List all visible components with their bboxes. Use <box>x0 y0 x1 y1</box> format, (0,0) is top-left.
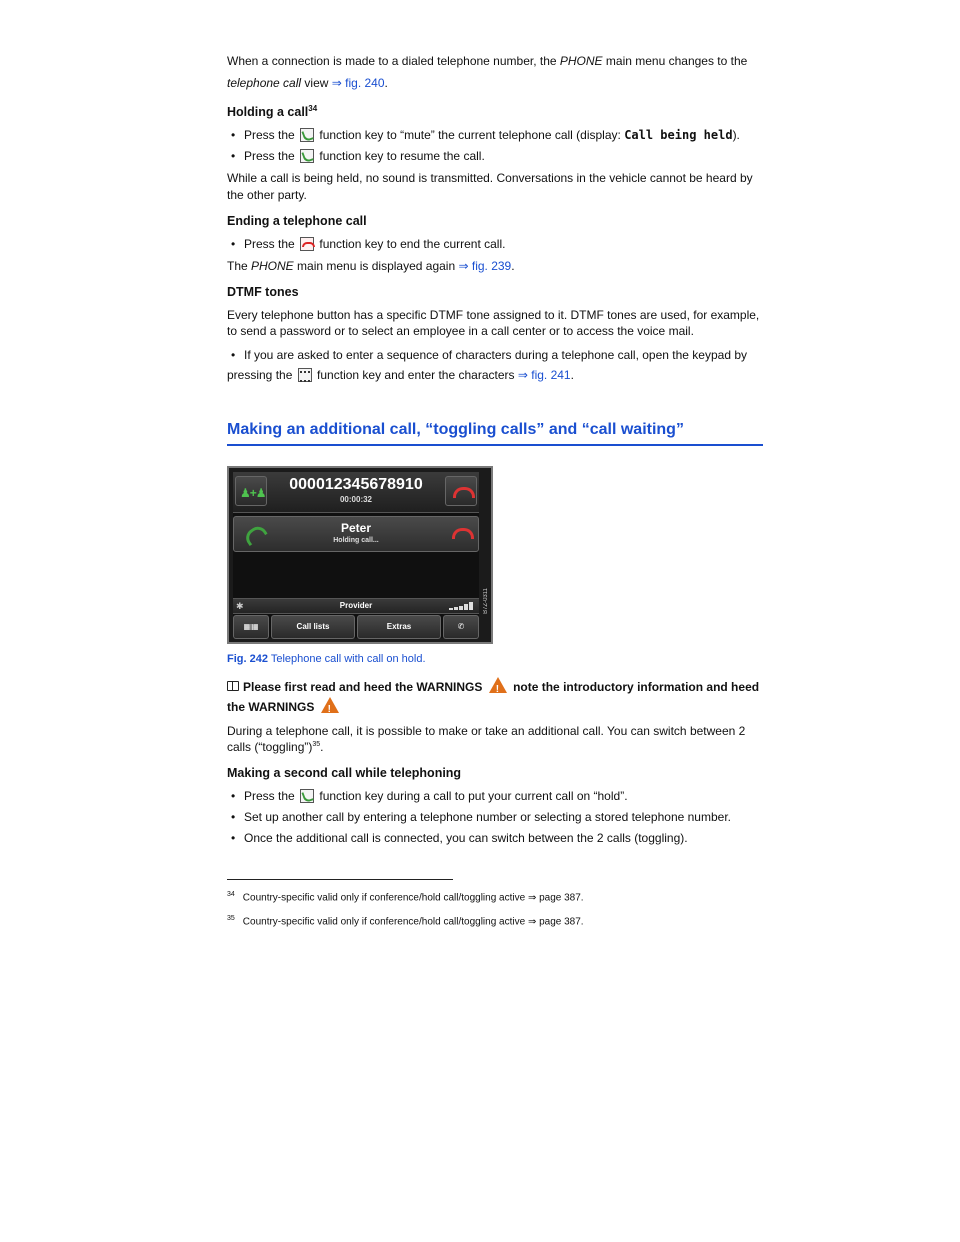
text: function key and enter the characters <box>313 368 518 383</box>
dtmf-heading: DTMF tones <box>227 285 299 300</box>
handset-icon: ✆ <box>457 621 465 631</box>
resume-call-button[interactable] <box>235 518 267 548</box>
footnote-ref-34[interactable]: 34 <box>308 104 318 113</box>
text: When a connection is made to a dialed telephone number, the <box>227 54 560 68</box>
text: function key to resume the call. <box>316 149 485 164</box>
hang-up-icon <box>453 487 475 498</box>
text: main menu is displayed again <box>293 258 459 273</box>
text: ). <box>732 128 740 143</box>
holding-list <box>227 127 763 164</box>
footnote-number: 34 <box>227 890 235 898</box>
holding-paragraph: While a call is being held, no sound is transmitted. Conversations in the vehicle cannot be heard by the other party. <box>227 171 753 202</box>
text: note the introductory information and heed <box>509 679 760 694</box>
bluetooth-icon: ✱ <box>236 600 244 611</box>
footnote-35 <box>227 914 763 929</box>
phone-screen <box>233 472 479 638</box>
text: The <box>227 258 252 273</box>
call-lists-button[interactable]: Call lists <box>271 615 355 639</box>
ending-paragraph <box>227 258 763 274</box>
held-call-status: Holding call... <box>333 536 379 544</box>
footnote-divider <box>227 879 453 880</box>
fig-241-link[interactable]: ⇒ fig. 241 <box>517 368 571 383</box>
keypad-button[interactable] <box>233 615 269 639</box>
text: During a telephone call, it is possible to make or take an additional call. You can switch between 2 calls (“toggling”) <box>227 723 746 754</box>
hold-key-icon <box>300 128 314 142</box>
toggling-paragraph <box>227 723 763 755</box>
caption-number: Fig. 242 <box>227 652 268 665</box>
list-item: • Once the additional call is connected, you can switch between the 2 calls (toggling). <box>227 830 763 846</box>
view-name: telephone call <box>227 76 302 90</box>
text: Press the <box>244 788 299 803</box>
phone-number: 000012345678910 <box>289 475 423 493</box>
dtmf-list <box>227 345 763 385</box>
keypad-key-icon <box>298 368 312 382</box>
manual-page <box>227 50 763 929</box>
end-held-call-button[interactable] <box>445 518 477 548</box>
fig-239-link[interactable]: ⇒ fig. 239 <box>458 258 512 273</box>
function-bar <box>233 615 479 639</box>
text: . <box>384 76 388 90</box>
list-item <box>227 127 763 143</box>
phone-menu-name: PHONE <box>559 54 603 68</box>
signal-strength-icon <box>449 602 475 610</box>
section-title: Making an additional call, “toggling calls” and “call waiting” <box>227 419 763 446</box>
text: pressing the <box>227 368 296 383</box>
list-item <box>227 148 763 164</box>
text: function key to end the current call. <box>316 236 506 251</box>
pick-up-icon <box>242 523 267 546</box>
ending-list <box>227 236 763 252</box>
text: . <box>320 739 324 754</box>
text: the WARNINGS <box>227 699 318 714</box>
list-item: • Set up another call by entering a telephone number or selecting a stored telephone number. <box>227 809 763 825</box>
warnings-notice <box>227 677 763 717</box>
dtmf-paragraph: Every telephone button has a specific DTMF tone assigned to it. DTMF tones are used, for example, to send a password or to select an employee in a call center or to access the voice mail. <box>227 307 760 339</box>
list-item <box>227 236 763 252</box>
keypad-icon: ▦▦ <box>243 621 259 631</box>
second-call-heading: Making a second call while telephoning <box>227 766 462 781</box>
hold-key-icon <box>300 789 314 803</box>
held-call-name: Peter <box>340 520 372 535</box>
fig-240-link[interactable]: ⇒ fig. 240 <box>331 76 385 90</box>
text: . <box>570 368 574 383</box>
text: Press the <box>244 149 299 164</box>
end-active-call-button[interactable] <box>445 476 477 506</box>
figure-code: B7Z-0311 <box>483 587 489 614</box>
call-timer: 00:00:32 <box>339 494 373 504</box>
active-call-bar <box>233 472 479 513</box>
intro-paragraph <box>227 50 763 94</box>
footnote-34 <box>227 890 763 905</box>
handset-mode-button[interactable] <box>443 615 479 639</box>
text: main menu changes to the <box>602 54 748 68</box>
resume-key-icon <box>300 149 314 163</box>
hang-up-icon <box>452 528 474 539</box>
text: . <box>511 258 515 273</box>
end-call-key-icon <box>300 237 314 251</box>
conference-icon: ♟+♟ <box>240 485 266 500</box>
holding-heading <box>227 104 763 121</box>
footnote-number: 35 <box>227 915 235 923</box>
footnote-ref-35[interactable]: 35 <box>312 740 321 748</box>
heading-text: Holding a call <box>227 105 309 120</box>
held-call-row[interactable] <box>233 516 479 552</box>
text: function key during a call to put your current call on “hold”. <box>316 788 628 803</box>
text: If you are asked to enter a sequence of characters during a telephone call, open the keypad by <box>244 348 747 363</box>
warning-triangle-icon[interactable] <box>489 677 507 693</box>
display-text: Call being held <box>624 128 733 143</box>
text: view <box>301 76 332 90</box>
figure-242 <box>227 466 493 644</box>
caption-text: Telephone call with call on hold. <box>267 652 426 665</box>
warning-triangle-icon[interactable] <box>321 697 339 713</box>
text: Please first read and heed the WARNINGS <box>243 679 486 694</box>
list-item <box>227 788 763 804</box>
conference-button[interactable] <box>235 476 267 506</box>
footnote-text: Country-specific valid only if conference/hold call/toggling active ⇒ page 387. <box>242 891 584 903</box>
text: Press the <box>244 236 299 251</box>
extras-button[interactable]: Extras <box>357 615 441 639</box>
second-call-list <box>227 788 763 847</box>
text: Press the <box>244 128 299 143</box>
book-icon <box>227 681 239 691</box>
footnote-text: Country-specific valid only if conference/hold call/toggling active ⇒ page 387. <box>242 916 584 928</box>
list-item <box>227 345 763 385</box>
phone-menu-name: PHONE <box>251 258 294 273</box>
figure-caption <box>227 652 763 667</box>
provider-bar <box>233 598 479 614</box>
provider-name: Provider <box>339 600 373 610</box>
ending-heading: Ending a telephone call <box>227 213 367 228</box>
text: function key to “mute” the current telephone call (display: <box>316 128 625 143</box>
